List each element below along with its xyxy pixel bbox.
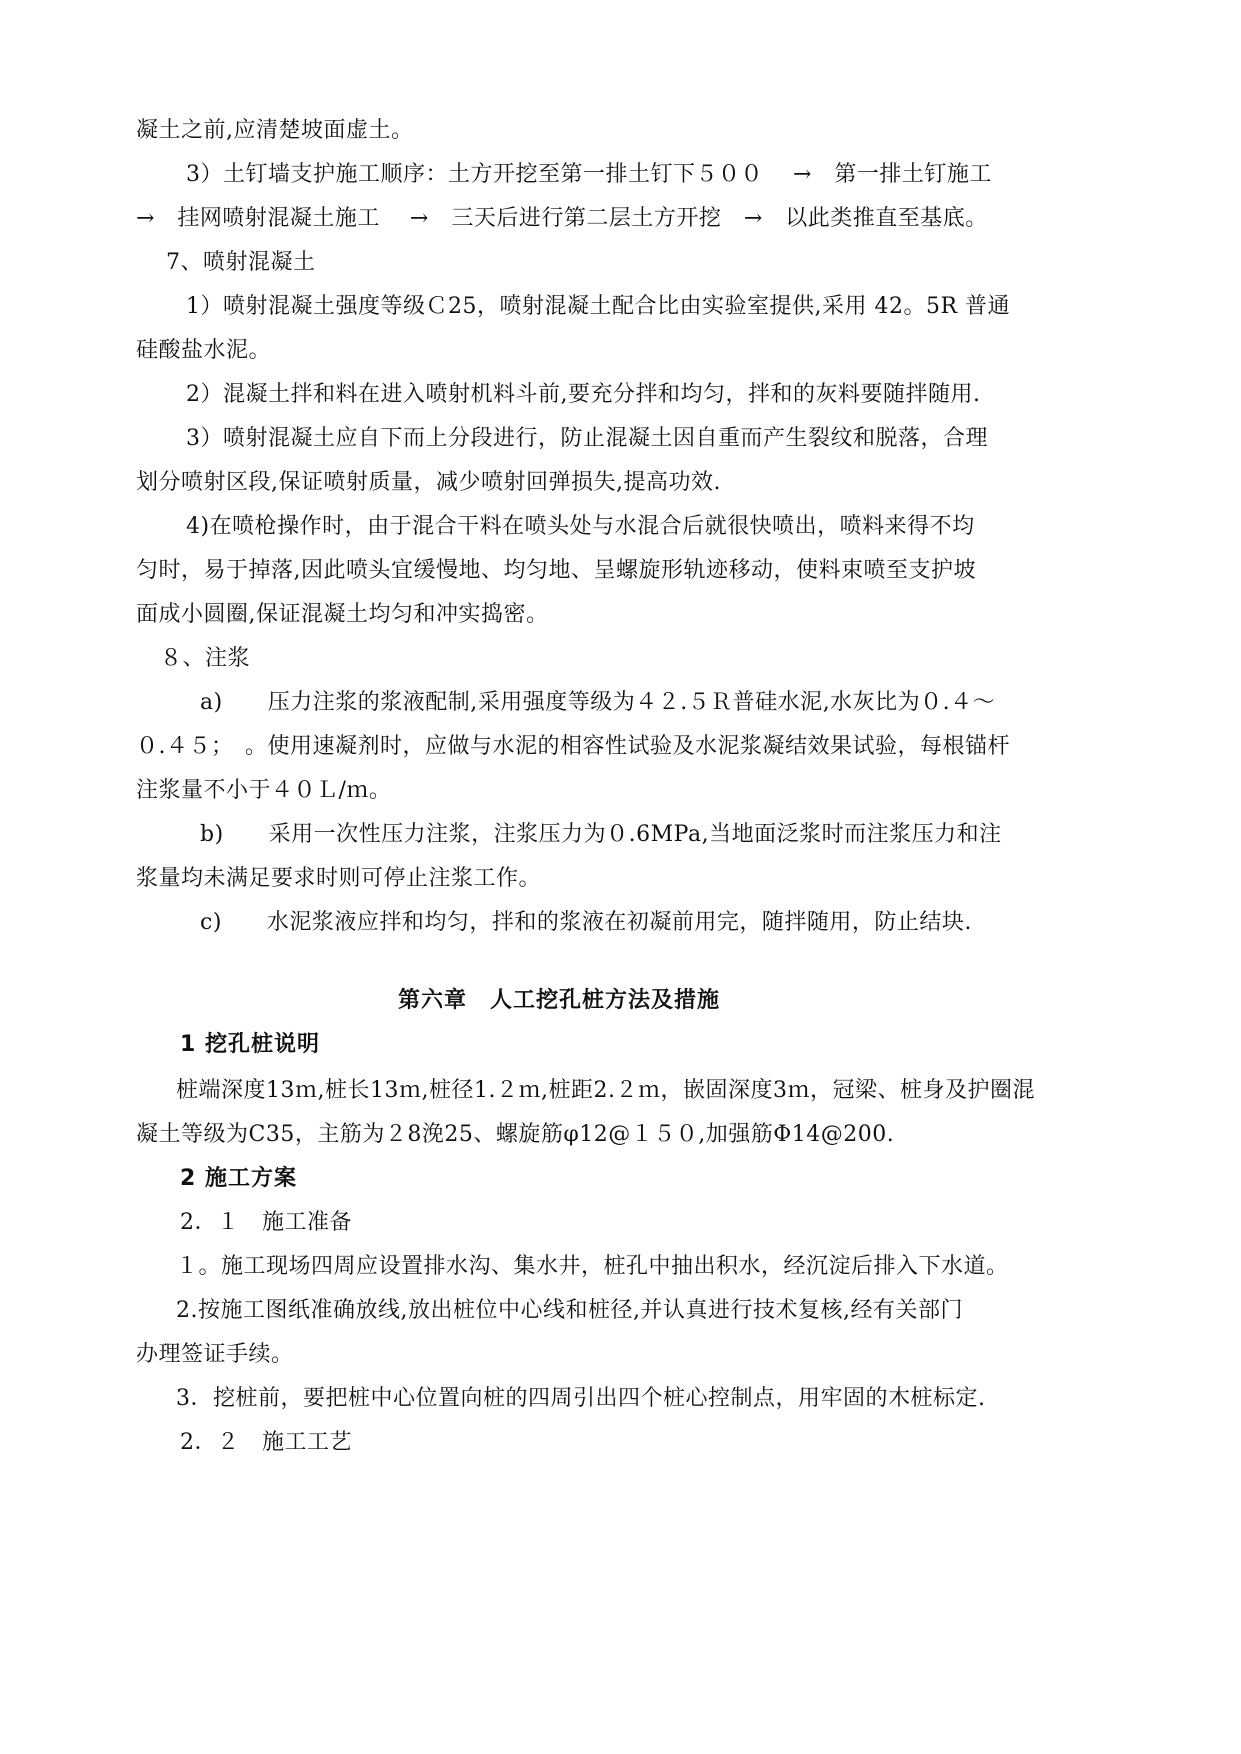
text-line: 凝土之前,应清楚坡面虚土。 bbox=[136, 118, 414, 143]
text-line: ０.４５； 。使用速凝剂时，应做与水泥的相容性试验及水泥浆凝结效果试验，每根锚杆 bbox=[136, 734, 1010, 759]
text-line: 硅酸盐水泥。 bbox=[136, 338, 272, 363]
text-line: 3）土钉墙支护施工顺序：土方开挖至第一排土钉下５００ → 第一排土钉施工 bbox=[186, 162, 992, 187]
text-line: b) 采用一次性压力注浆，注浆压力为０.6MPa,当地面泛浆时而注浆压力和注 bbox=[200, 822, 1002, 847]
subsection-heading: 2．１ 施工准备 bbox=[180, 1210, 352, 1235]
chapter-title: 第六章 人工挖孔桩方法及措施 bbox=[398, 988, 721, 1013]
subsection-heading: 2．２ 施工工艺 bbox=[180, 1430, 352, 1455]
text-line: 4)在喷枪操作时，由于混合干料在喷头处与水混合后就很快喷出，喷料来得不均 bbox=[186, 514, 975, 539]
section-heading: 1 挖孔桩说明 bbox=[180, 1032, 320, 1057]
text-line: 3．挖桩前，要把桩中心位置向桩的四周引出四个桩心控制点，用牢固的木桩标定. bbox=[176, 1386, 986, 1411]
text-line: → 挂网喷射混凝土施工 → 三天后进行第二层土方开挖 → 以此类推直至基底。 bbox=[136, 206, 988, 231]
text-line: 匀时，易于掉落,因此喷头宜缓慢地、均匀地、呈螺旋形轨迹移动，使料束喷至支护坡 bbox=[136, 558, 976, 583]
text-line: c) 水泥浆液应拌和均匀，拌和的浆液在初凝前用完，随拌随用，防止结块. bbox=[200, 910, 972, 935]
text-line: 2.按施工图纸准确放线,放出桩位中心线和桩径,并认真进行技术复核,经有关部门 bbox=[176, 1298, 963, 1323]
text-line: 桩端深度13ｍ,桩长13ｍ,桩径1.２ｍ,桩距2.２ｍ，嵌固深度3ｍ，冠梁、桩身及护圈混 bbox=[176, 1078, 1035, 1103]
section-heading: 2 施工方案 bbox=[180, 1166, 297, 1191]
section-heading: ８、注浆 bbox=[160, 646, 251, 671]
text-line: 3）喷射混凝土应自下而上分段进行，防止混凝土因自重而产生裂纹和脱落，合理 bbox=[186, 426, 988, 451]
text-line: 注浆量不小于４０Ｌ/ｍ。 bbox=[136, 778, 392, 803]
text-line: 划分喷射区段,保证喷射质量，减少喷射回弹损失,提高功效. bbox=[136, 470, 721, 495]
text-line: 1）喷射混凝土强度等级Ｃ25，喷射混凝土配合比由实验室提供,采用 42。5R 普通 bbox=[186, 294, 1011, 319]
text-line: 面成小圆圈,保证混凝土均匀和冲实捣密。 bbox=[136, 602, 549, 627]
text-line: 2）混凝土拌和料在进入喷射机料斗前,要充分拌和均匀，拌和的灰料要随拌随用. bbox=[186, 382, 981, 407]
text-line: 浆量均未满足要求时则可停止注浆工作。 bbox=[136, 866, 542, 891]
text-line: 办理签证手续。 bbox=[136, 1342, 294, 1367]
section-heading: 7、喷射混凝土 bbox=[166, 250, 316, 275]
text-line: 凝土等级为C35，主筋为２8浼25、螺旋筋φ12@１５０,加强筋Φ14@200. bbox=[136, 1122, 895, 1147]
text-line: a) 压力注浆的浆液配制,采用强度等级为４２.５Ｒ普硅水泥,水灰比为０.４～ bbox=[200, 690, 996, 715]
text-line: １。施工现场四周应设置排水沟、集水井，桩孔中抽出积水，经沉淀后排入下水道。 bbox=[176, 1254, 1009, 1279]
